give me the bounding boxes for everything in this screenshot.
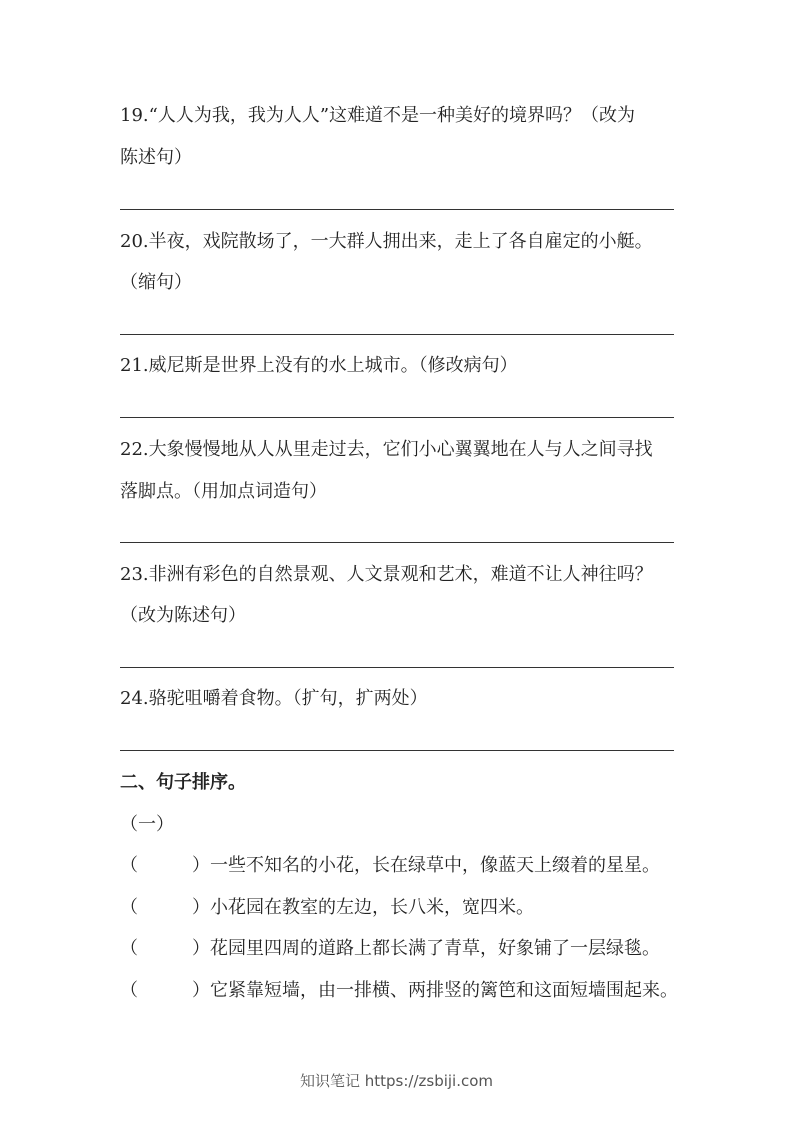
answer-line-21 [120, 417, 674, 418]
question-19-line-1: 19.“人人为我，我为人人”这难道不是一种美好的境界吗？（改为 [120, 105, 636, 126]
ordering-item [120, 979, 678, 1003]
answer-line-20 [120, 334, 674, 335]
question-21-line-1: 21.威尼斯是世界上没有的水上城市。（修改病句） [120, 355, 518, 376]
order-blank[interactable]: （ ） [120, 980, 210, 1001]
answer-line-19 [120, 209, 674, 210]
question-19-line-2: 陈述句） [120, 147, 192, 168]
order-blank[interactable]: （ ） [120, 897, 210, 918]
ordering-item-text: 一些不知名的小花，长在绿草中，像蓝天上缀着的星星。 [210, 855, 660, 876]
question-22-line-1: 22.大象慢慢地从人从里走过去，它们小心翼翼地在人与人之间寻找 [120, 439, 653, 460]
ordering-item-text: 小花园在教室的左边，长八米，宽四米。 [210, 897, 534, 918]
question-23-line-1: 23.非洲有彩色的自然景观、人文景观和艺术，难道不让人神往吗？ [120, 564, 653, 585]
answer-line-23 [120, 667, 674, 668]
question-20-line-2: （缩句） [120, 272, 192, 293]
question-22-line-2: 落脚点。（用加点词造句） [120, 481, 327, 502]
ordering-item-text: 它紧靠短墙，由一排横、两排竖的篱笆和这面短墙围起来。 [210, 980, 678, 1001]
footer-watermark: 知识笔记 https://zsbiji.com [299, 1072, 494, 1090]
order-blank[interactable]: （ ） [120, 938, 210, 959]
answer-line-22 [120, 542, 674, 543]
group-label: （一） [120, 814, 174, 835]
question-24-line-1: 24.骆驼咀嚼着食物。（扩句，扩两处） [120, 688, 428, 709]
question-23-line-2: （改为陈述句） [120, 605, 246, 626]
section-2-heading: 二、句子排序。 [120, 772, 246, 793]
question-20-line-1: 20.半夜，戏院散场了，一大群人拥出来，走上了各自雇定的小艇。 [120, 231, 653, 252]
ordering-item [120, 896, 534, 920]
ordering-item [120, 937, 660, 961]
answer-line-24 [120, 750, 674, 751]
order-blank[interactable]: （ ） [120, 855, 210, 876]
ordering-item [120, 854, 660, 878]
ordering-item-text: 花园里四周的道路上都长满了青草，好象铺了一层绿毯。 [210, 938, 660, 959]
